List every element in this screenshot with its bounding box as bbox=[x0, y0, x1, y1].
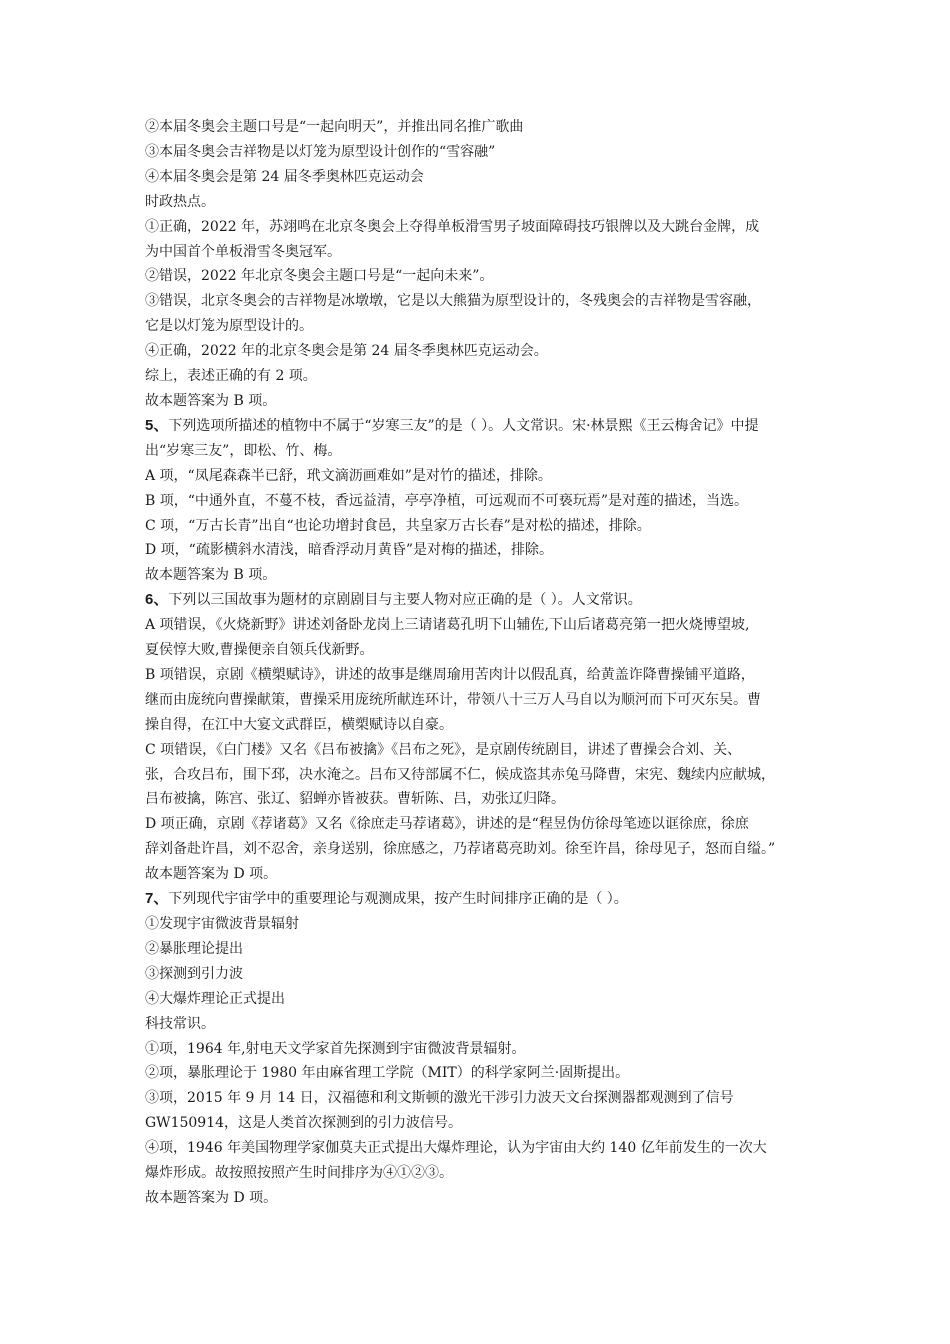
question-text: 下列选项所描述的植物中不属于“岁寒三友”的是（ ）。人文常识。宋·林景熙《王云梅舍记》中提 bbox=[168, 417, 759, 434]
answer-line: ③探测到引力波 bbox=[145, 965, 243, 982]
text-line: ④本届冬奥会是第 24 届冬季奥林匹克运动会 bbox=[145, 168, 424, 185]
question-number: 5、 bbox=[145, 416, 169, 434]
question-7-title bbox=[145, 887, 810, 912]
answer-line: GW150914，这是人类首次探测到的引力波信号。 bbox=[145, 1115, 463, 1132]
text-line: 时政热点。 bbox=[145, 193, 215, 210]
question-text: 下列现代宇宙学中的重要理论与观测成果，按产生时间排序正确的是（ ）。 bbox=[168, 891, 628, 908]
text-line: 为中国首个单板滑雪冬奥冠军。 bbox=[145, 243, 341, 260]
answer-line: 夏侯惇大败,曹操便亲自领兵伐新野。 bbox=[145, 642, 374, 659]
text-line: 综上，表述正确的有 2 项。 bbox=[145, 368, 317, 385]
answer-line: C 项，“万古长青”出自“也论功增封食邑，共皇家万古长春”是对松的描述，排除。 bbox=[145, 517, 651, 534]
question-text: 下列以三国故事为题材的京剧剧目与主要人物对应正确的是（ ）。人文常识。 bbox=[168, 592, 642, 609]
answer-line: 继而由庞统向曹操献策，曹操采用庞统所献连环计，带领八十三万人马自以为顺河而下可灭东吴。曹 bbox=[145, 691, 761, 708]
document-page bbox=[145, 115, 810, 1211]
answer-line: 故本题答案为 D 项。 bbox=[145, 866, 278, 883]
answer-line: B 项错误，京剧《横槊赋诗》，讲述的故事是继周瑜用苦肉计以假乱真，给黄盖诈降曹操铺平道路， bbox=[145, 666, 755, 683]
answer-line: 科技常识。 bbox=[145, 1015, 215, 1032]
answer-line: C 项错误，《白门楼》又名《吕布被擒》《吕布之死》，是京剧传统剧目，讲述了曹操会合刘、关、 bbox=[145, 741, 742, 758]
answer-line: D 项，“疏影横斜水清浅，暗香浮动月黄昏”是对梅的描述，排除。 bbox=[145, 542, 553, 559]
answer-line: ①发现宇宙微波背景辐射 bbox=[145, 916, 299, 932]
text-line: 故本题答案为 B 项。 bbox=[145, 392, 277, 409]
question-5-title bbox=[145, 414, 810, 439]
question-number: 6、 bbox=[145, 591, 169, 609]
answer-line: 爆炸形成。故按照按照产生时间排序为④①②③。 bbox=[145, 1165, 453, 1182]
answer-line: ③项，2015 年 9 月 14 日，汉福德和利文斯顿的激光干涉引力波天文台探测器都观测到了信号 bbox=[145, 1090, 734, 1107]
answer-line: ②暴胀理论提出 bbox=[145, 940, 243, 957]
text-line: ④正确，2022 年的北京冬奥会是第 24 届冬季奥林匹克运动会。 bbox=[145, 343, 548, 360]
answer-line: ④大爆炸理论正式提出 bbox=[145, 990, 285, 1007]
text-line: ②本届冬奥会主题口号是“一起向明天”，并推出同名推广歌曲 bbox=[145, 119, 524, 135]
text-line: 它是以灯笼为原型设计的。 bbox=[145, 318, 313, 335]
answer-line: A 项，“凤尾森森半已舒，玳文滴沥画难如”是对竹的描述，排除。 bbox=[145, 467, 552, 484]
answer-line: 操自得，在江中大宴文武群臣，横槊赋诗以自豪。 bbox=[145, 716, 453, 733]
text-line: ③错误，北京冬奥会的吉祥物是冰墩墩，它是以大熊猫为原型设计的，冬残奥会的吉祥物是雪容融， bbox=[145, 293, 761, 310]
question-6-title bbox=[145, 588, 810, 613]
answer-line: B 项，“中通外直，不蔓不枝，香远益清，亭亭净植，可远观而不可亵玩焉”是对莲的描述，当选。 bbox=[145, 492, 749, 509]
answer-line: 辞刘备赴许昌，刘不忍舍，亲身送别，徐庶感之，乃荐诸葛亮助刘。徐至许昌，徐母见子，怒而自缢。” bbox=[145, 841, 776, 858]
answer-line: A 项错误，《火烧新野》讲述刘备卧龙岗上三请诸葛孔明下山辅佐,下山后诸葛亮第一把火烧博望坡, bbox=[145, 617, 750, 634]
answer-line: ④项，1946 年美国物理学家伽莫夫正式提出大爆炸理论，认为宇宙由大约 140 亿年前发生的一次大 bbox=[145, 1140, 767, 1157]
question-5-title-cont: 出“岁寒三友”，即松、竹、梅。 bbox=[145, 442, 342, 459]
answer-line: 故本题答案为 D 项。 bbox=[145, 1189, 278, 1206]
text-line: ②错误，2022 年北京冬奥会主题口号是“一起向未来”。 bbox=[145, 268, 494, 285]
answer-line: 故本题答案为 B 项。 bbox=[145, 567, 277, 584]
text-line: ③本届冬奥会吉祥物是以灯笼为原型设计创作的“雪容融” bbox=[145, 143, 496, 160]
answer-line: ①项，1964 年,射电天文学家首先探测到宇宙微波背景辐射。 bbox=[145, 1040, 526, 1057]
answer-line: D 项正确，京剧《荐诸葛》又名《徐庶走马荐诸葛》，讲述的是“程昱伪仿徐母笔迹以诓徐庶，徐庶 bbox=[145, 816, 749, 833]
answer-line: ②项，暴胀理论于 1980 年由麻省理工学院（MIT）的科学家阿兰·固斯提出。 bbox=[145, 1065, 630, 1082]
answer-line: 吕布被擒，陈宫、张辽、貂蝉亦皆被获。曹斩陈、吕，劝张辽归降。 bbox=[145, 791, 565, 808]
question-number: 7、 bbox=[145, 890, 169, 908]
text-line: ①正确，2022 年，苏翊鸣在北京冬奥会上夺得单板滑雪男子坡面障碍技巧银牌以及大跳台金牌，成 bbox=[145, 218, 760, 235]
answer-line: 张，合攻吕布，围下邳，决水淹之。吕布又待部属不仁，候成盗其赤兔马降曹，宋宪、魏续内应献城， bbox=[145, 766, 775, 783]
